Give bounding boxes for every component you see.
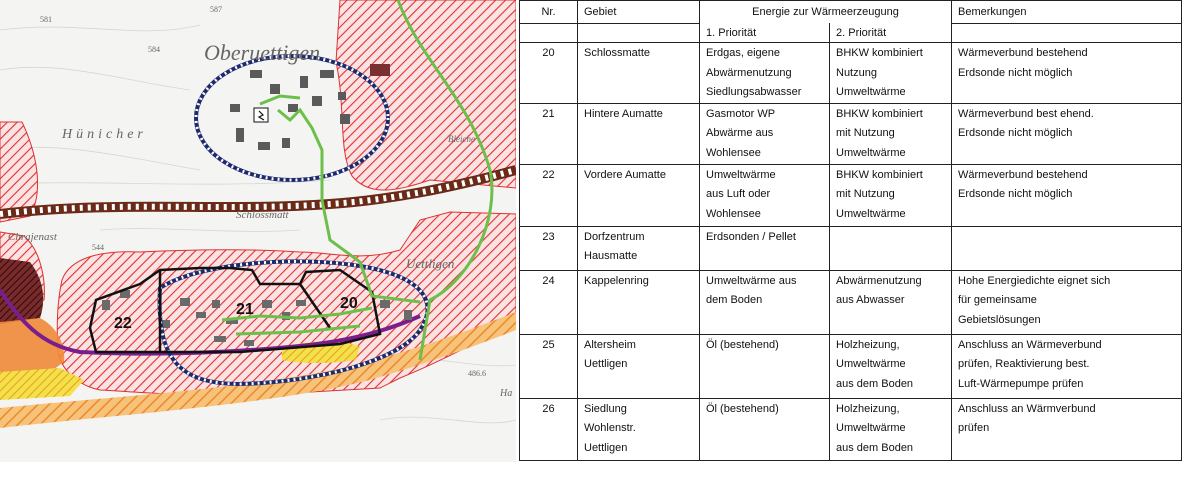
cell-line: Gebietslösungen — [958, 313, 1041, 326]
cell-line: Öl (bestehend) — [706, 338, 779, 351]
cell-bemerkungen — [952, 103, 1182, 164]
cell-line: Holzheizung, — [836, 338, 900, 351]
table-row — [520, 334, 1182, 398]
cell-line: Umweltwärme — [836, 422, 906, 435]
label-field: Hünicher — [62, 127, 147, 142]
cell-nr: 24 — [520, 270, 578, 334]
header-energie: Energie zur Wärmeerzeugung — [700, 1, 952, 24]
energy-zone-map — [0, 0, 516, 462]
cell-gebiet — [578, 270, 700, 334]
label-elevation-d: 544 — [92, 243, 104, 252]
map-canvas — [0, 0, 516, 462]
cell-line: Umweltwärme — [836, 86, 906, 99]
cell-line: Altersheim — [584, 338, 636, 351]
cell-line: Uettligen — [584, 441, 628, 454]
header-nr: Nr. — [520, 1, 578, 24]
label-place: Oberuettigen — [204, 40, 321, 65]
cell-gebiet — [578, 398, 700, 460]
cell-line: Erdsonde nicht möglich — [958, 127, 1073, 140]
table-row — [520, 270, 1182, 334]
cell-prio1 — [700, 270, 830, 334]
table-row — [520, 398, 1182, 460]
header-prio2: 2. Priorität — [830, 23, 952, 43]
label-elevation-e: 486.6 — [468, 369, 486, 378]
cell-line: Öl (bestehend) — [706, 402, 779, 415]
cell-line: aus dem Boden — [836, 377, 914, 390]
cell-line: Hintere Aumatte — [584, 107, 663, 120]
cell-gebiet — [578, 103, 700, 164]
cell-line: mit Nutzung — [836, 127, 895, 140]
cell-line: Wärmeverbund best ehend. — [958, 107, 1094, 120]
table-row — [520, 43, 1182, 104]
cell-line: Hohe Energiedichte eignet sich — [958, 274, 1111, 287]
cell-line: Umweltwärme — [836, 147, 906, 160]
table-row — [520, 103, 1182, 164]
label-area-right: Uettligen — [406, 256, 455, 271]
cell-nr: 25 — [520, 334, 578, 398]
cell-gebiet — [578, 43, 700, 104]
cell-line: Wohlensee — [706, 207, 761, 220]
table-body — [520, 43, 1182, 461]
zone-number-20: 20 — [340, 295, 358, 312]
cell-line: Hausmatte — [584, 250, 638, 263]
cell-prio2 — [830, 398, 952, 460]
cell-gebiet — [578, 164, 700, 226]
cell-line: Erdsonden / Pellet — [706, 230, 796, 243]
cell-line: Siedlungsabwasser — [706, 86, 802, 99]
cell-prio1 — [700, 398, 830, 460]
cell-line: prüfen — [958, 422, 990, 435]
label-elevation-a: 581 — [40, 15, 52, 24]
cell-prio1 — [700, 164, 830, 226]
cell-line: Erdsonde nicht möglich — [958, 188, 1073, 201]
cell-line: Abwärmenutzung — [836, 274, 922, 287]
cell-line: Nutzung — [836, 66, 877, 79]
cell-line: Abwärmenutzung — [706, 66, 792, 79]
cell-bemerkungen — [952, 226, 1182, 270]
zone-number-21: 21 — [236, 301, 254, 318]
cell-prio2 — [830, 334, 952, 398]
cell-prio1 — [700, 103, 830, 164]
header-bemerkungen: Bemerkungen — [952, 1, 1182, 24]
cell-line: Dorfzentrum — [584, 230, 645, 243]
table-header-row — [520, 1, 1182, 24]
cell-prio1 — [700, 334, 830, 398]
cell-line: Anschluss an Wärmverbund — [958, 402, 1096, 415]
cell-line: Anschluss an Wärmeverbund — [958, 338, 1102, 351]
cell-prio2 — [830, 103, 952, 164]
label-zone-f: Bleiche — [448, 134, 475, 144]
cell-line: prüfen, Reaktivierung best. — [958, 358, 1090, 371]
cell-prio2 — [830, 226, 952, 270]
cell-line: Wohlenstr. — [584, 422, 636, 435]
label-road: Schlossmatt — [236, 209, 289, 221]
cell-line: BHKW kombiniert — [836, 107, 923, 120]
cell-line: aus Luft oder — [706, 188, 771, 201]
cell-gebiet — [578, 334, 700, 398]
cell-line: Umweltwärme aus — [706, 274, 797, 287]
cell-bemerkungen — [952, 334, 1182, 398]
cell-line: Umweltwärme — [836, 207, 906, 220]
cell-line: Vordere Aumatte — [584, 168, 666, 181]
zone-number-22: 22 — [114, 315, 132, 332]
cell-line: Wärmeverbund bestehend — [958, 168, 1088, 181]
cell-prio1 — [700, 226, 830, 270]
cell-nr: 23 — [520, 226, 578, 270]
cell-line: Luft-Wärmepumpe prüfen — [958, 377, 1084, 390]
cell-bemerkungen — [952, 164, 1182, 226]
table-row — [520, 164, 1182, 226]
cell-gebiet — [578, 226, 700, 270]
header-gebiet: Gebiet — [578, 1, 700, 24]
cell-line: Wärmeverbund bestehend — [958, 47, 1088, 60]
cell-line: Erdsonde nicht möglich — [958, 66, 1073, 79]
energy-table — [519, 0, 1182, 461]
cell-line: aus dem Boden — [836, 441, 914, 454]
label-elevation-b: 587 — [210, 5, 222, 14]
cell-nr: 22 — [520, 164, 578, 226]
cell-line: Kappelenring — [584, 274, 649, 287]
cell-bemerkungen — [952, 270, 1182, 334]
cell-line: Siedlung — [584, 402, 627, 415]
cell-line: Umweltwärme — [706, 168, 776, 181]
cell-line: Gasmotor WP — [706, 107, 776, 120]
cell-line: Schlossmatte — [584, 47, 651, 60]
cell-line: Wohlensee — [706, 147, 761, 160]
cell-line: BHKW kombiniert — [836, 47, 923, 60]
label-elevation-f: Ha — [500, 388, 513, 399]
label-area-left: Chrajenast — [8, 231, 57, 243]
cell-line: aus Abwasser — [836, 294, 905, 307]
cell-line: Uettligen — [584, 358, 628, 371]
cell-prio2 — [830, 270, 952, 334]
cell-bemerkungen — [952, 43, 1182, 104]
label-elevation-c: 584 — [148, 45, 160, 54]
cell-nr: 26 — [520, 398, 578, 460]
cell-line: mit Nutzung — [836, 188, 895, 201]
cell-line: BHKW kombiniert — [836, 168, 923, 181]
cell-line: Erdgas, eigene — [706, 47, 780, 60]
header-prio1: 1. Priorität — [700, 23, 830, 43]
cell-line: dem Boden — [706, 294, 763, 307]
cell-line: Umweltwärme — [836, 358, 906, 371]
cell-prio1 — [700, 43, 830, 104]
cell-line: Abwärme aus — [706, 127, 774, 140]
cell-prio2 — [830, 43, 952, 104]
energy-table-panel — [519, 0, 1181, 484]
table-subheader-row — [520, 23, 1182, 43]
cell-nr: 20 — [520, 43, 578, 104]
table-row — [520, 226, 1182, 270]
cell-prio2 — [830, 164, 952, 226]
cell-bemerkungen — [952, 398, 1182, 460]
cell-nr: 21 — [520, 103, 578, 164]
cell-line: für gemeinsame — [958, 294, 1037, 307]
cell-line: Holzheizung, — [836, 402, 900, 415]
substation-icon — [254, 108, 268, 122]
